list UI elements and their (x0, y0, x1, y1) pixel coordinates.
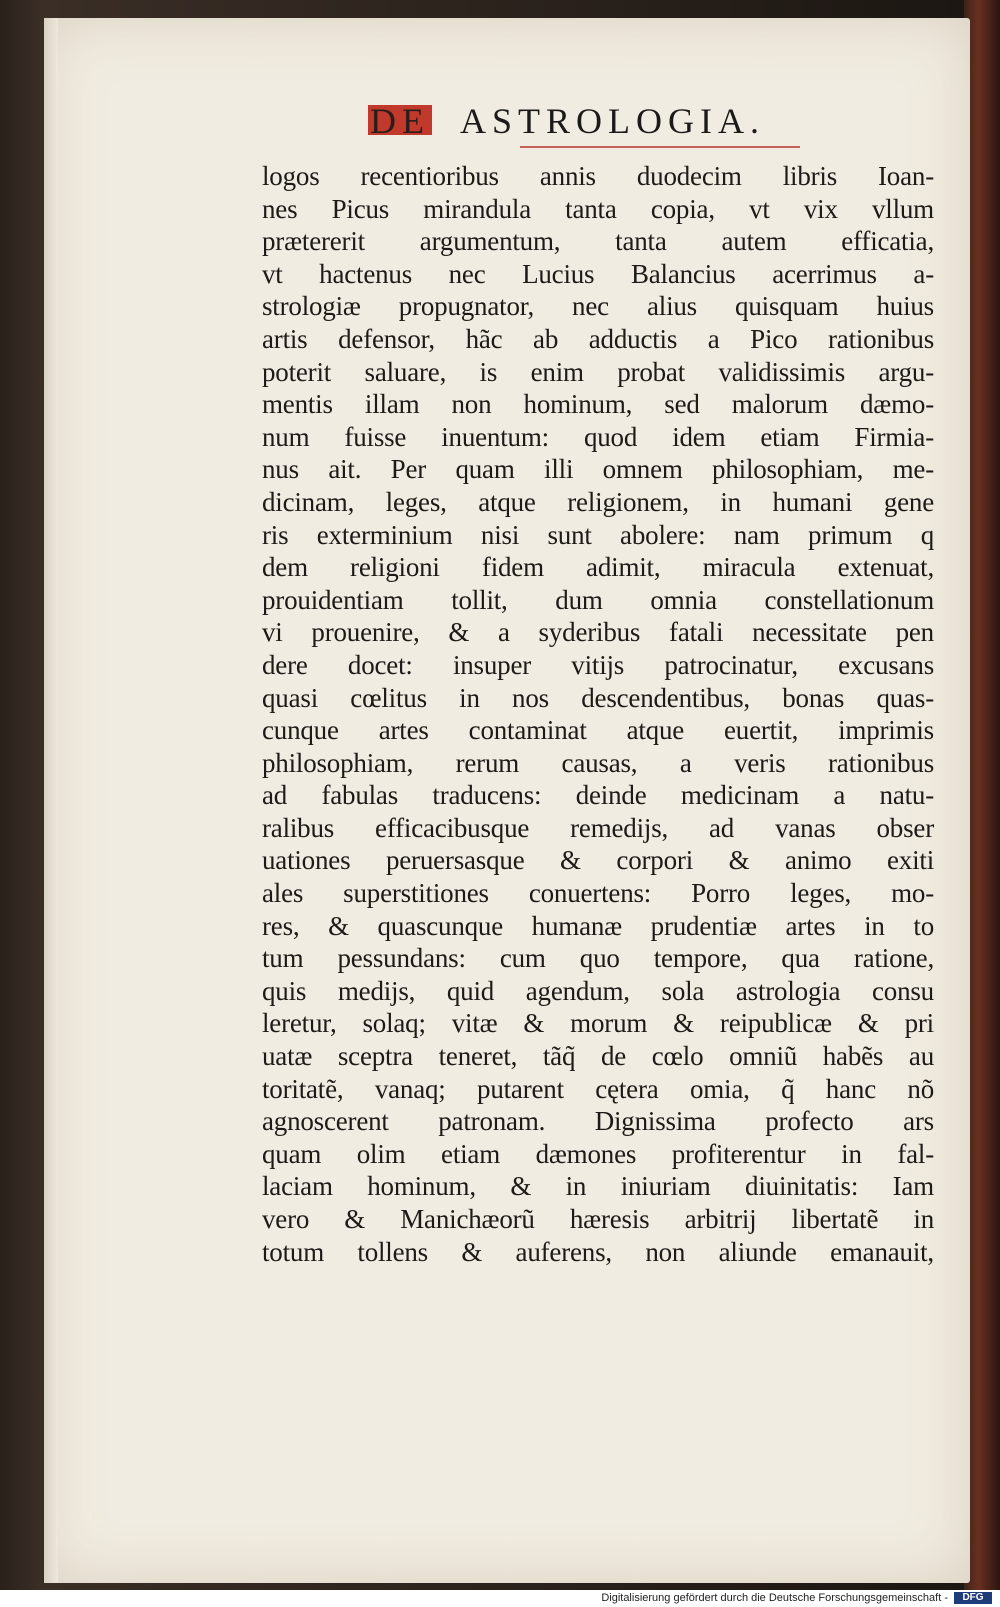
text-line: cunque artes contaminat atque euertit, imprimis (262, 715, 934, 746)
footer-bar (0, 1590, 1000, 1607)
text-line: dem religioni fidem adimit, miracula extenuat, (262, 552, 934, 583)
text-line: res, & quascunque humanæ prudentiæ artes in to (262, 910, 934, 941)
text-line: vero & Manichæorũ hæresis arbitrij libertatẽ in (262, 1204, 934, 1234)
text-line: nes Picus mirandula tanta copia, vt vix vllum (262, 193, 934, 224)
text-line: toritatẽ, vanaq; putarent cętera omia, q̃ hanc nõ (262, 1073, 934, 1104)
text-line: uationes peruersasque & corpori & animo exiti (262, 845, 934, 876)
text-line: totum tollens & auferens, non aliunde emanauit, (262, 1236, 934, 1267)
text-line: poterit saluare, is enim probat validissimis argu- (262, 356, 934, 387)
text-line: ralibus efficacibusque remedijs, ad vanas obser (262, 812, 934, 843)
running-head (368, 100, 828, 150)
text-line: nus ait. Per quam illi omnem philosophiam, me- (262, 454, 934, 485)
text-line: prætererit argumentum, tanta autem efficatia, (262, 226, 934, 257)
running-head-underline (520, 146, 800, 148)
text-line: quasi cœlitus in nos descendentibus, bonas quas- (262, 682, 934, 713)
footer-credit: Digitalisierung gefördert durch die Deutsche Forschungsgemeinschaft - (601, 1592, 948, 1604)
text-line: num fuisse inuentum: quod idem etiam Firmia- (262, 421, 934, 452)
text-line: logos recentioribus annis duodecim libris Ioan- (262, 161, 934, 191)
body-text (262, 160, 934, 1268)
text-line: uatæ sceptra teneret, tãq̃ de cœlo omniũ habẽs au (262, 1041, 934, 1072)
dfg-logo: DFG (954, 1592, 992, 1604)
text-line: vi prouenire, & a syderibus fatali necessitate pen (262, 617, 934, 648)
text-line: laciam hominum, & in iniuriam diuinitatis: Iam (262, 1171, 934, 1202)
text-line: ad fabulas traducens: deinde medicinam a natu- (262, 780, 934, 811)
text-line: mentis illam non hominum, sed malorum dæmo- (262, 389, 934, 420)
text-line: quam olim etiam dæmones profiterentur in fal- (262, 1138, 934, 1169)
text-line: artis defensor, hãc ab adductis a Pico rationibus (262, 323, 934, 354)
text-line: strologiæ propugnator, nec alius quisquam huius (262, 291, 934, 322)
text-line: ales superstitiones conuertens: Porro leges, mo- (262, 878, 934, 909)
text-line: leretur, solaq; vitæ & morum & reipublicæ & pri (262, 1008, 934, 1039)
text-line: tum pessundans: cum quo tempore, qua ratione, (262, 943, 934, 974)
running-head-initial: DE (370, 101, 430, 141)
text-line: prouidentiam tollit, dum omnia constellationum (262, 584, 934, 615)
text-line: vt hactenus nec Lucius Balancius acerrimus a- (262, 258, 934, 289)
text-line: philosophiam, rerum causas, a veris rationibus (262, 747, 934, 778)
text-line: dere docet: insuper vitijs patrocinatur, excusans (262, 649, 934, 680)
running-head-title: ASTROLOGIA. (460, 101, 765, 141)
text-line: dicinam, leges, atque religionem, in humani gene (262, 486, 934, 517)
text-line: quis medijs, quid agendum, sola astrologia consu (262, 975, 934, 1006)
text-line: agnoscerent patronam. Dignissima profecto ars (262, 1106, 934, 1137)
page-gutter-shadow (44, 18, 58, 1583)
text-line: ris exterminium nisi sunt abolere: nam primum q (262, 519, 934, 550)
